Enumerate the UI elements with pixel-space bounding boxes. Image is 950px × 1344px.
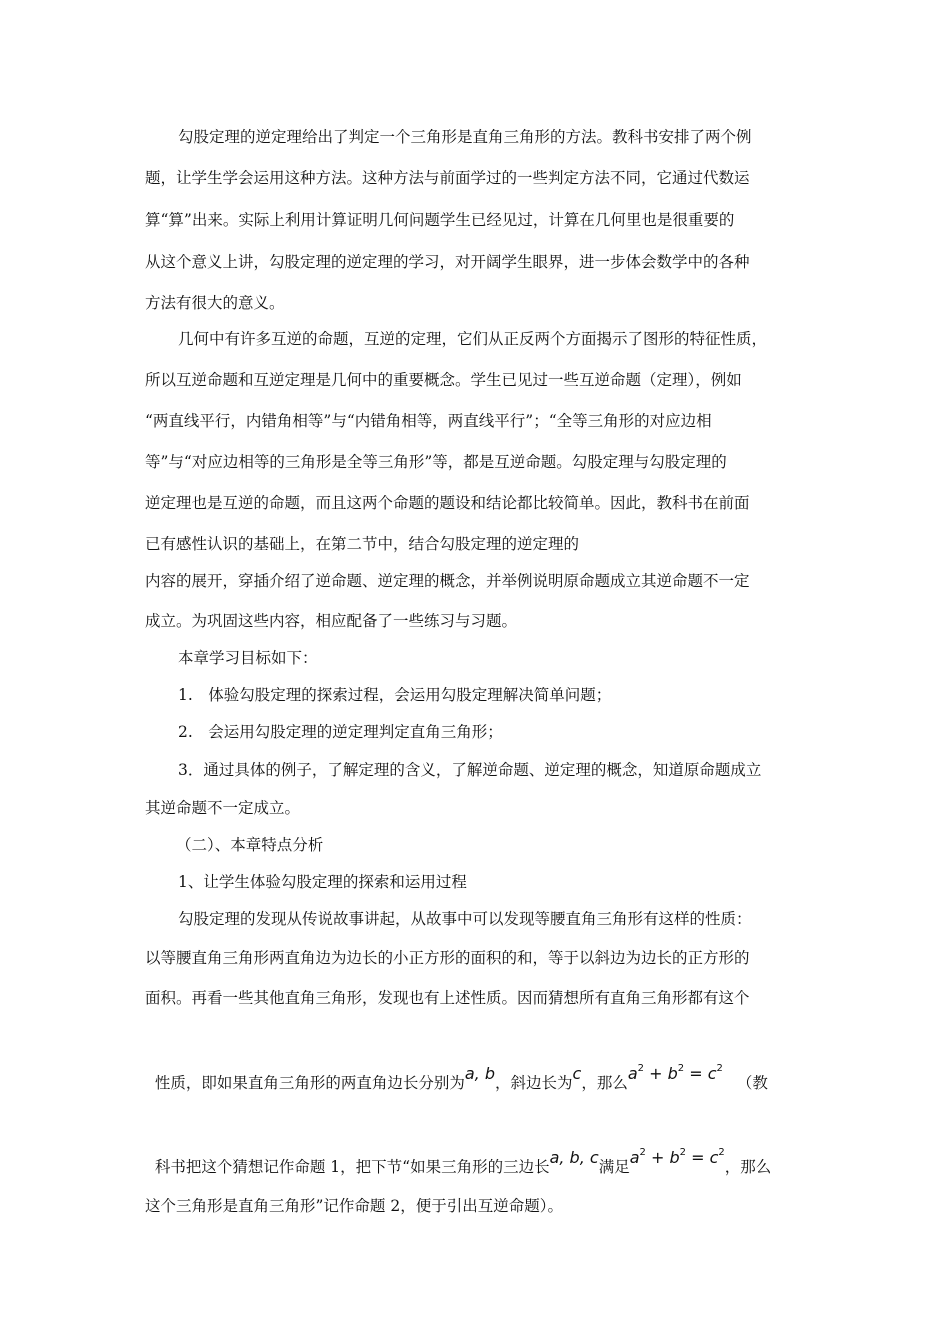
formula-line-1-text-2: ，斜边长为 bbox=[495, 1074, 573, 1092]
formula-line-2 bbox=[145, 1137, 772, 1176]
paragraph-1-line-3: 算“算”出来。实际上利用计算证明几何问题学生已经见过，计算在几何里也是很重要的 bbox=[145, 211, 735, 229]
math-ab: a, b bbox=[464, 1064, 496, 1083]
paragraph-2-line-8: 成立。为巩固这些内容，相应配备了一些练习与习题。 bbox=[145, 612, 518, 630]
paragraph-1-line-2: 题，让学生学会运用这种方法。这种方法与前面学过的一些判定方法不同，它通过代数运 bbox=[145, 169, 750, 187]
formula-line-1-text-1: 性质，即如果直角三角形的两直角边长分别为 bbox=[154, 1074, 465, 1092]
paragraph-2-line-2: 所以互逆命题和互逆定理是几何中的重要概念。学生已见过一些互逆命题（定理），例如 bbox=[145, 371, 742, 389]
paragraph-3-line-3: 面积。再看一些其他直角三角形，发现也有上述性质。因而猜想所有直角三角形都有这个 bbox=[145, 989, 750, 1007]
math-c: c bbox=[572, 1064, 582, 1083]
goal-3-line-1: 3．通过具体的例子，了解定理的含义，了解逆命题、逆定理的概念，知道原命题成立 bbox=[178, 761, 762, 779]
formula-line-2-text-3: ，那么 bbox=[724, 1158, 772, 1176]
subsection-heading: 1、让学生体验勾股定理的探索和运用过程 bbox=[178, 873, 467, 891]
paragraph-2-line-3: “两直线平行，内错角相等”与“内错角相等，两直线平行”；“全等三角形的对应边相 bbox=[145, 412, 712, 430]
math-abc: a, b, c bbox=[549, 1148, 599, 1167]
formula-line-1-text-3: ，那么 bbox=[581, 1074, 628, 1092]
paragraph-2-line-6: 已有感性认识的基础上，在第二节中，结合勾股定理的逆定理的 bbox=[145, 535, 580, 553]
formula-line-2-text-1: 科书把这个猜想记作命题 1，把下节“如果三角形的三边长 bbox=[154, 1158, 550, 1176]
paragraph-1-line-4: 从这个意义上讲，勾股定理的逆定理的学习，对开阔学生眼界，进一步体会数学中的各种 bbox=[145, 253, 750, 271]
paragraph-2-line-5: 逆定理也是互逆的命题，而且这两个命题的题设和结论都比较简单。因此，教科书在前面 bbox=[145, 494, 750, 512]
paragraph-3-line-1: 勾股定理的发现从传说故事讲起，从故事中可以发现等腰直角三角形有这样的性质： bbox=[178, 910, 752, 928]
paragraph-2-line-7: 内容的展开，穿插介绍了逆命题、逆定理的概念，并举例说明原命题成立其逆命题不一定 bbox=[145, 572, 750, 590]
paragraph-1-line-1: 勾股定理的逆定理给出了判定一个三角形是直角三角形的方法。教科书安排了两个例 bbox=[178, 128, 752, 146]
section-heading: （二）、本章特点分析 bbox=[176, 836, 324, 854]
goals-intro: 本章学习目标如下： bbox=[178, 649, 318, 667]
last-line: 这个三角形是直角三角形”记作命题 2，便于引出互逆命题）。 bbox=[145, 1197, 563, 1215]
goal-1: 1. 体验勾股定理的探索过程，会运用勾股定理解决简单问题； bbox=[178, 686, 612, 704]
paragraph-1-line-5: 方法有很大的意义。 bbox=[145, 294, 285, 312]
goal-2: 2. 会运用勾股定理的逆定理判定直角三角形； bbox=[178, 723, 503, 741]
paragraph-3-line-2: 以等腰直角三角形两直角边为边长的小正方形的面积的和，等于以斜边为边长的正方形的 bbox=[145, 949, 750, 967]
paragraph-2-line-4: 等”与“对应边相等的三角形是全等三角形”等，都是互逆命题。勾股定理与勾股定理的 bbox=[145, 453, 727, 471]
goal-3-line-2: 其逆命题不一定成立。 bbox=[145, 799, 301, 817]
math-pythagorean-equation: $a^2 + b^2 = c^2$ bbox=[627, 1063, 723, 1083]
formula-line-1 bbox=[145, 1053, 768, 1092]
formula-line-1-text-4: （教 bbox=[736, 1074, 768, 1092]
math-pythagorean-equation-2: $a^2 + b^2 = c^2$ bbox=[629, 1147, 725, 1167]
formula-line-2-text-2: 满足 bbox=[598, 1158, 630, 1176]
paragraph-2-line-1: 几何中有许多互逆的命题，互逆的定理，它们从正反两个方面揭示了图形的特征性质， bbox=[178, 330, 768, 348]
